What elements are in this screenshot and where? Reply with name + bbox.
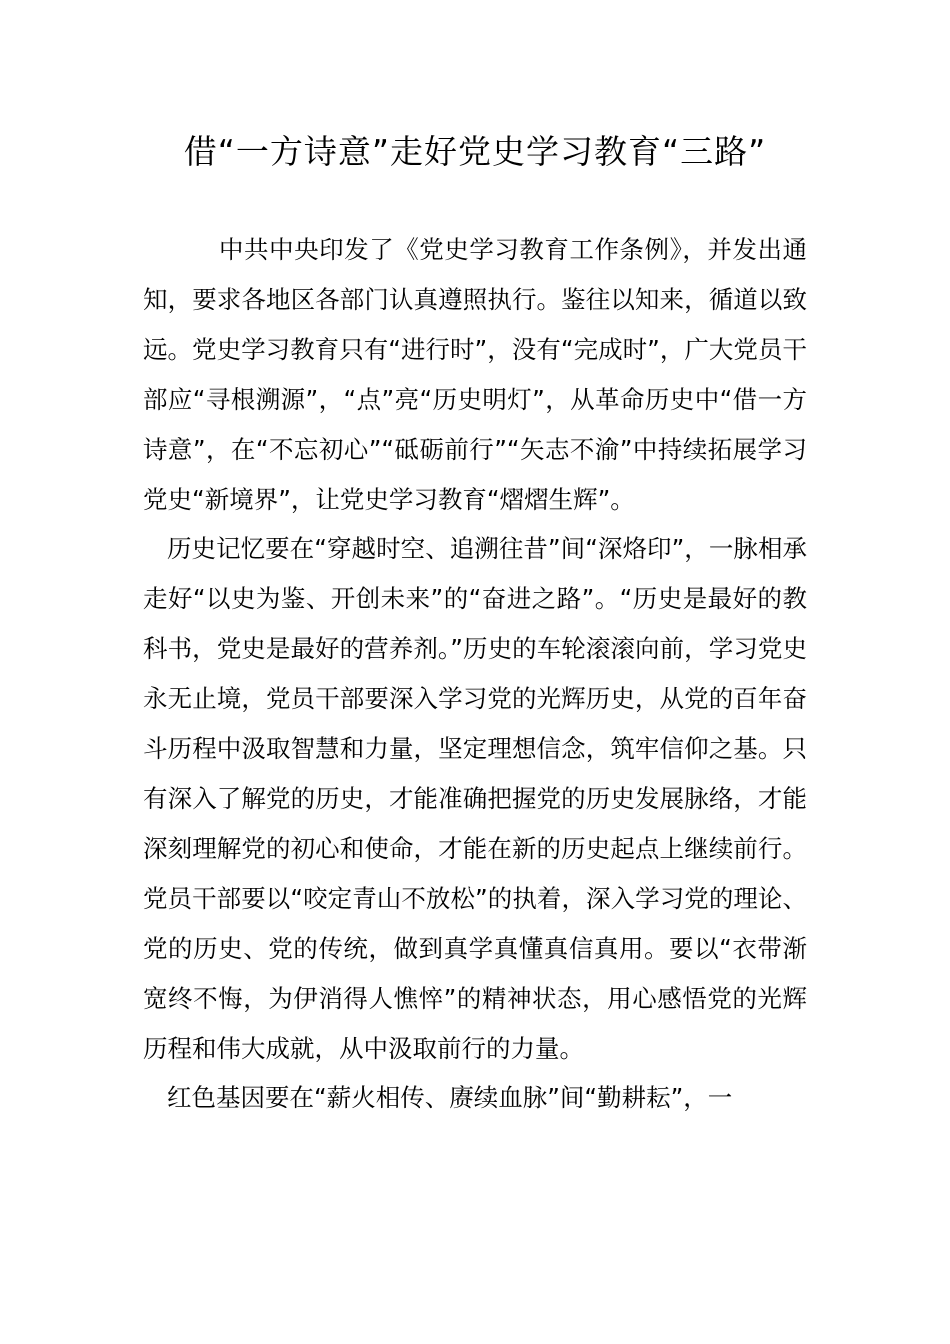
paragraph-history-memory: 历史记忆要在“穿越时空、追溯往昔”间“深烙印”，一脉相承走好“以史为鉴、开创未来”的“奋进之路”。“历史是最好的教科书，党史是最好的营养剂。”历史的车轮滚滚向前，学习党史永无止境，党员干部要深入学习党的光辉历史，从党的百年奋斗历程中汲取智慧和力量，坚定理想信念，筑牢信仰之基。只有深入了解党的历史，才能准确把握党的历史发展脉络，才能深刻理解党的初心和使命，才能在新的历史起点上继续前行。党员干部要以“咬定青山不放松”的执着，深入学习党的理论、党的历史、党的传统，做到真学真懂真信真用。要以“衣带渐宽终不悔，为伊消得人憔悴”的精神状态，用心感悟党的光辉历程和伟大成就，从中汲取前行的力量。 [143, 534, 807, 1063]
paragraph-red-gene: 红色基因要在“薪火相传、赓续血脉”间“勤耕耘”，一 [167, 1083, 733, 1113]
document-body [143, 225, 807, 1123]
paragraph-intro: 中共中央印发了《党史学习教育工作条例》，并发出通知，要求各地区各部门认真遵照执行。鉴往以知来，循道以致远。党史学习教育只有“进行时”，没有“完成时”，广大党员干部应“寻根溯源”，“点”亮“历史明灯”，从革命历史中“借一方诗意”，在“不忘初心”“砥砺前行”“矢志不渝”中持续拓展学习党史“新境界”，让党史学习教育“熠熠生辉”。 [143, 235, 807, 514]
document-title: 借“一方诗意”走好党史学习教育“三路” [183, 132, 767, 171]
